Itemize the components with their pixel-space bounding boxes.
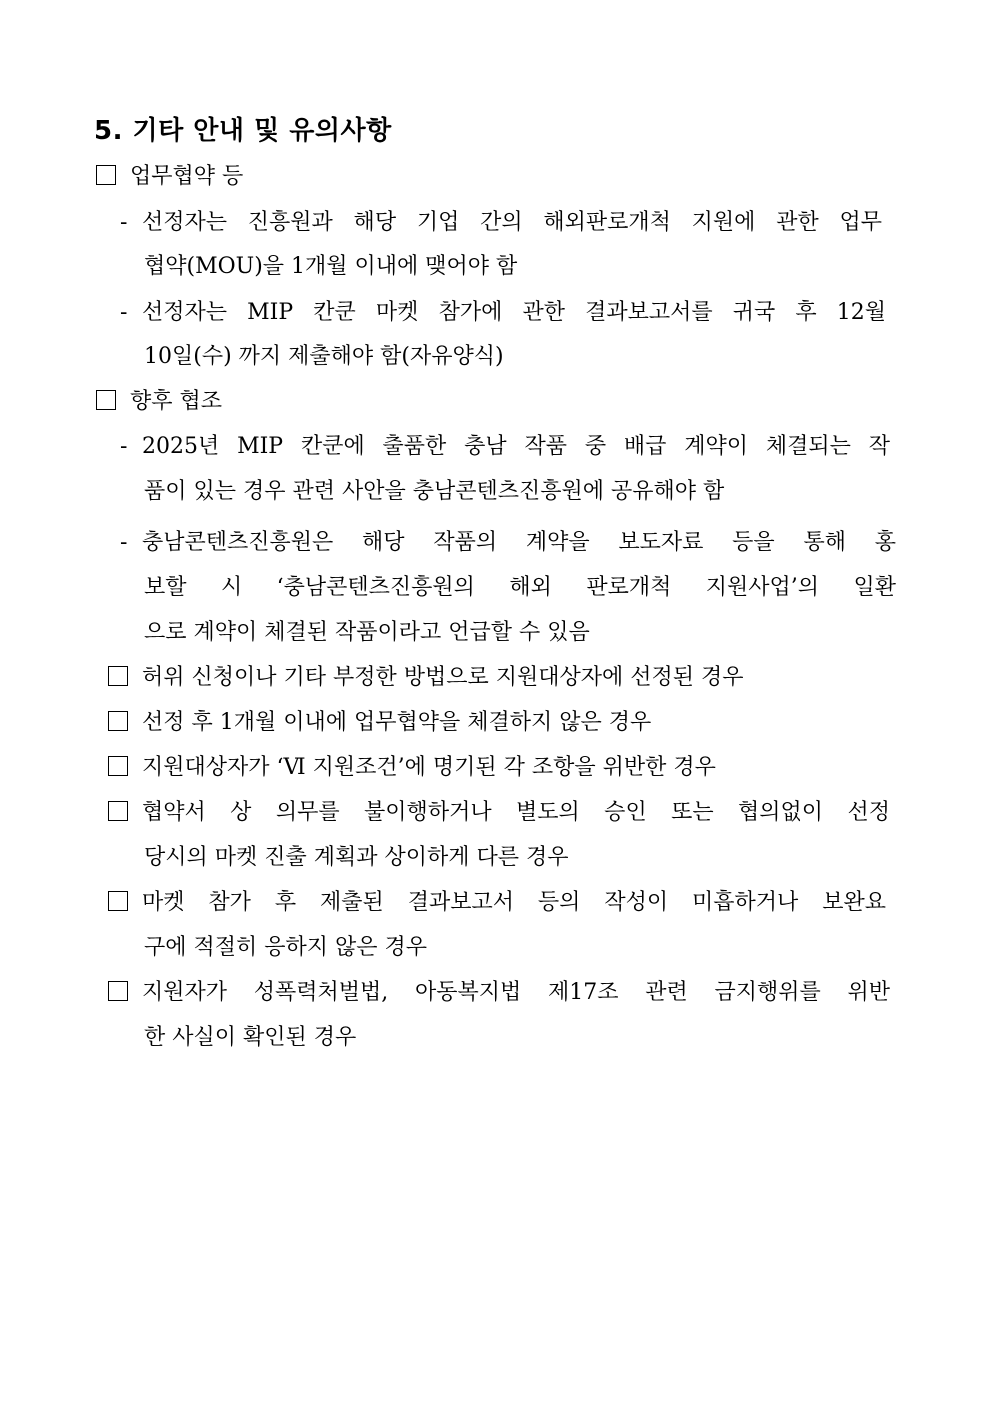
condition-item-3	[108, 753, 716, 783]
list-item-mou-1-line2: 협약(MOU)을 1개월 이내에 맺어야 함	[144, 254, 518, 279]
condition-text: 지원대상자가 ‘Ⅵ 지원조건’에 명기된 각 조항을 위반한 경우	[142, 755, 716, 780]
list-item-text: 선정자는 진흥원과 해당 기업 간의 해외판로개척 지원에 관한 업무	[142, 210, 882, 235]
section-title-text: 향후 협조	[130, 389, 223, 414]
section-title-mou	[96, 162, 243, 192]
condition-text: 선정 후 1개월 이내에 업무협약을 체결하지 않은 경우	[142, 710, 652, 735]
list-item-coop-1-line1	[120, 432, 890, 462]
dash-bullet: -	[120, 434, 128, 459]
condition-item-5-line2: 구에 적절히 응하지 않은 경우	[144, 935, 427, 960]
condition-item-4-line2: 당시의 마켓 진출 계획과 상이하게 다른 경우	[144, 845, 569, 870]
list-item-text: 충남콘텐츠진흥원은 해당 작품의 계약을 보도자료 등을 통해 홍	[142, 530, 896, 555]
condition-text: 허위 신청이나 기타 부정한 방법으로 지원대상자에 선정된 경우	[142, 665, 744, 690]
checkbox-square-icon	[96, 165, 116, 185]
list-item-coop-2-line1	[120, 528, 896, 558]
list-item-mou-2-line1	[120, 298, 886, 328]
section-heading: 5. 기타 안내 및 유의사항	[94, 116, 392, 146]
condition-item-2	[108, 708, 651, 738]
checkbox-square-icon	[108, 756, 128, 776]
checkbox-square-icon	[108, 801, 128, 821]
list-item-mou-2-line2: 10일(수) 까지 제출해야 함(자유양식)	[144, 344, 504, 369]
condition-item-6-line1	[108, 978, 890, 1008]
condition-item-5-line1	[108, 888, 886, 918]
condition-text: 지원자가 성폭력처벌법, 아동복지법 제17조 관련 금지행위를 위반	[142, 980, 890, 1005]
list-item-mou-1-line1	[120, 208, 882, 238]
list-item-coop-2-line2: 보할 시 ‘충남콘텐츠진흥원의 해외 판로개척 지원사업’의 일환	[144, 575, 896, 600]
checkbox-square-icon	[108, 711, 128, 731]
condition-item-1	[108, 663, 744, 693]
section-title-text: 업무협약 등	[130, 164, 244, 189]
dash-bullet: -	[120, 300, 128, 325]
dash-bullet: -	[120, 210, 128, 235]
checkbox-square-icon	[108, 981, 128, 1001]
condition-text: 협약서 상 의무를 불이행하거나 별도의 승인 또는 협의없이 선정	[142, 800, 890, 825]
condition-item-6-line2: 한 사실이 확인된 경우	[144, 1025, 357, 1050]
checkbox-square-icon	[108, 666, 128, 686]
list-item-text: 선정자는 MIP 칸쿤 마켓 참가에 관한 결과보고서를 귀국 후 12월	[142, 300, 886, 325]
list-item-coop-1-line2: 품이 있는 경우 관련 사안을 충남콘텐츠진흥원에 공유해야 함	[144, 479, 725, 504]
checkbox-square-icon	[108, 891, 128, 911]
condition-item-4-line1	[108, 798, 890, 828]
section-title-cooperation	[96, 387, 222, 417]
condition-text: 마켓 참가 후 제출된 결과보고서 등의 작성이 미흡하거나 보완요	[142, 890, 886, 915]
list-item-coop-2-line3: 으로 계약이 체결된 작품이라고 언급할 수 있음	[144, 620, 590, 645]
checkbox-square-icon	[96, 390, 116, 410]
dash-bullet: -	[120, 530, 128, 555]
list-item-text: 2025년 MIP 칸쿤에 출품한 충남 작품 중 배급 계약이 체결되는 작	[142, 434, 890, 459]
